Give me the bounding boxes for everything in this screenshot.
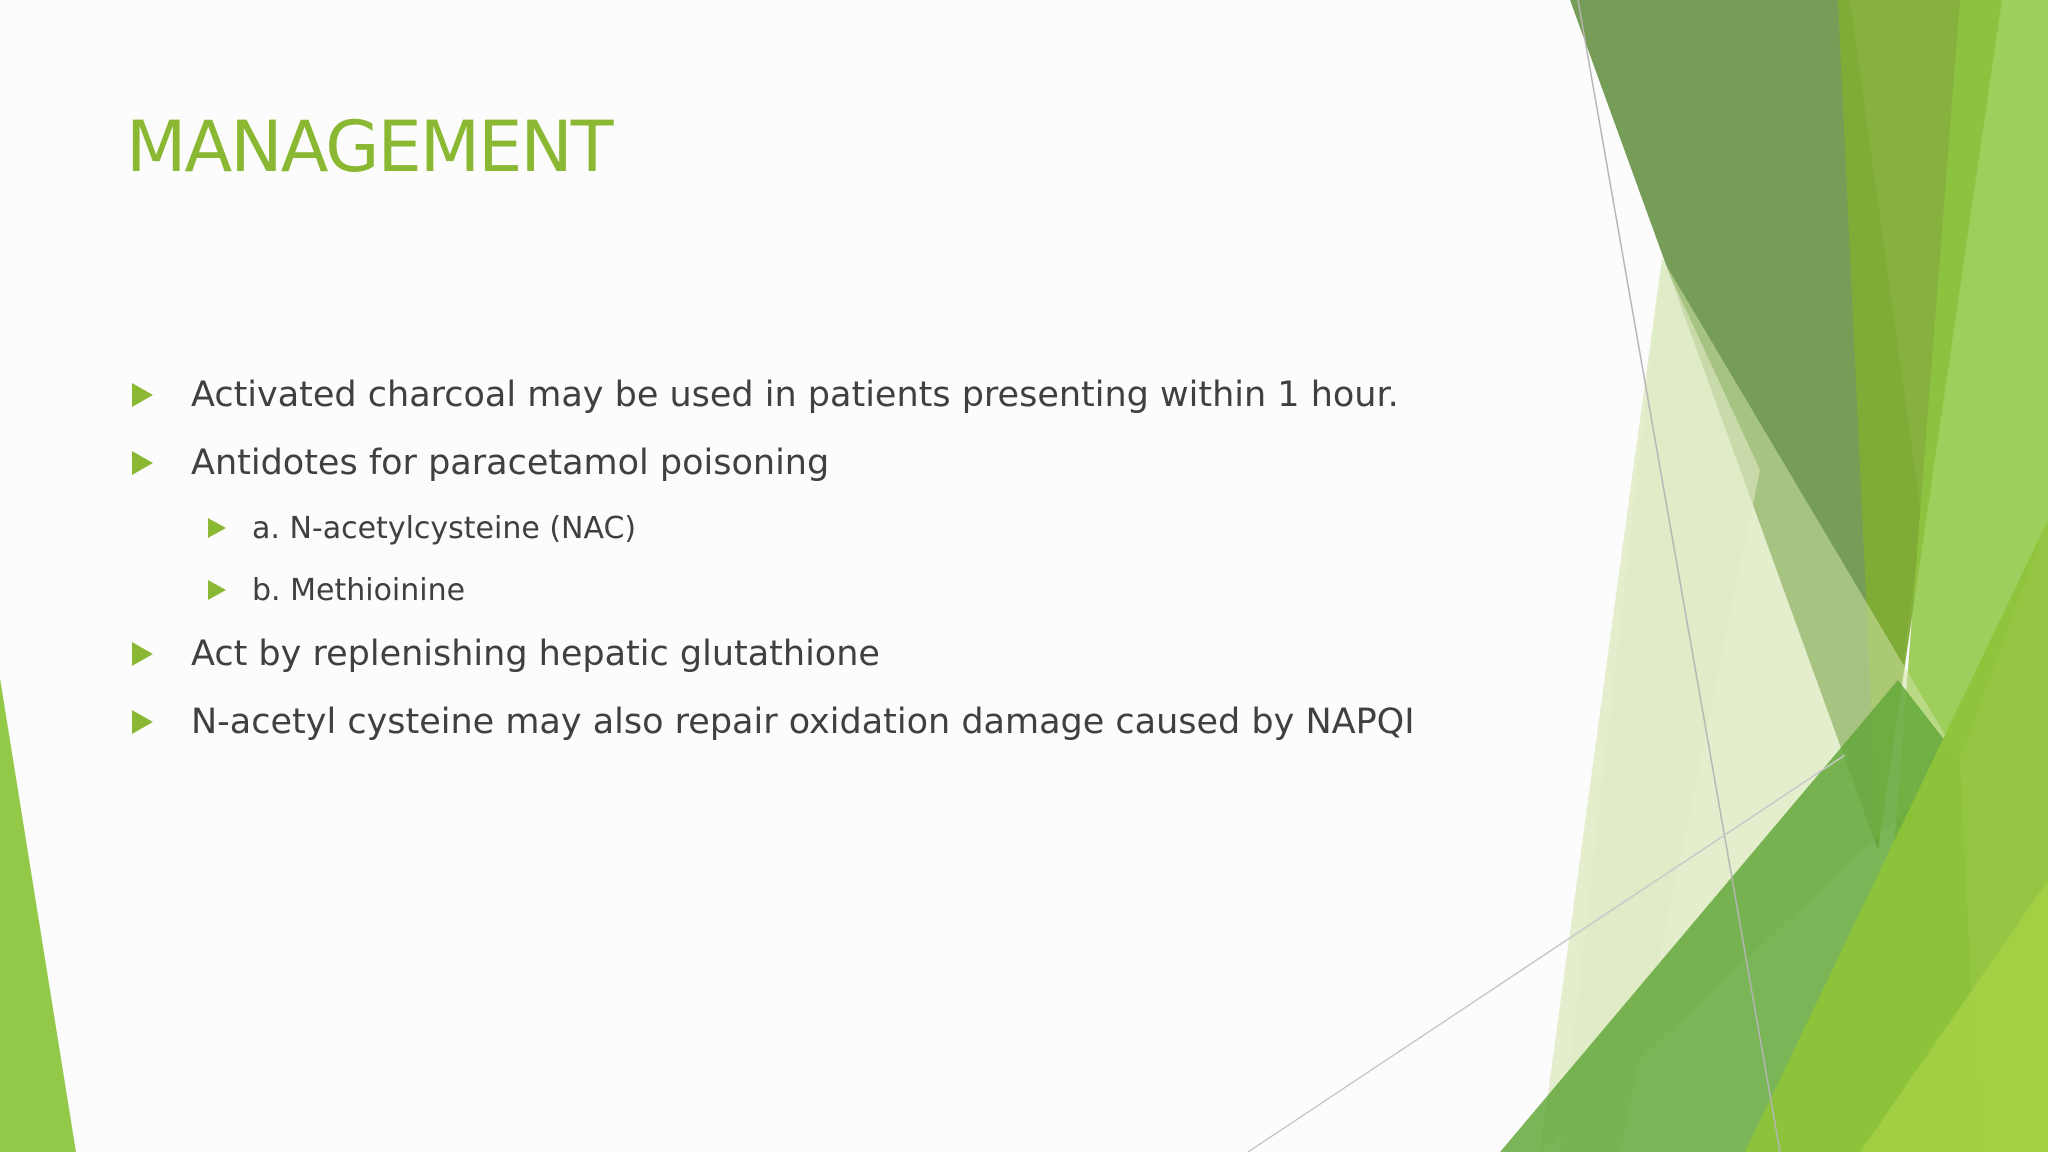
bullet-item xyxy=(132,694,1415,750)
sub-bullet-item xyxy=(208,565,465,615)
bullet-item xyxy=(132,435,829,491)
triangle-arrow-icon xyxy=(208,518,226,538)
triangle-arrow-icon xyxy=(208,580,226,600)
sub-bullet-text: a. N-acetylcysteine (NAC) xyxy=(252,510,637,546)
bullet-text: Act by replenishing hepatic glutathione xyxy=(191,634,880,674)
bullet-item xyxy=(132,626,880,682)
bullet-text: Antidotes for paracetamol poisoning xyxy=(191,443,830,483)
sub-bullet-item xyxy=(208,503,636,553)
sub-bullet-text: b. Methioinine xyxy=(252,572,466,608)
bullet-text: N-acetyl cysteine may also repair oxidation damage caused by NAPQI xyxy=(191,702,1415,742)
slide-title: MANAGEMENT xyxy=(126,106,612,188)
triangle-arrow-icon xyxy=(132,710,153,734)
triangle-arrow-icon xyxy=(132,642,153,666)
triangle-arrow-icon xyxy=(132,451,153,475)
bullet-text: Activated charcoal may be used in patients presenting within 1 hour. xyxy=(191,375,1399,415)
bullet-item xyxy=(132,367,1399,423)
triangle-arrow-icon xyxy=(132,383,153,407)
